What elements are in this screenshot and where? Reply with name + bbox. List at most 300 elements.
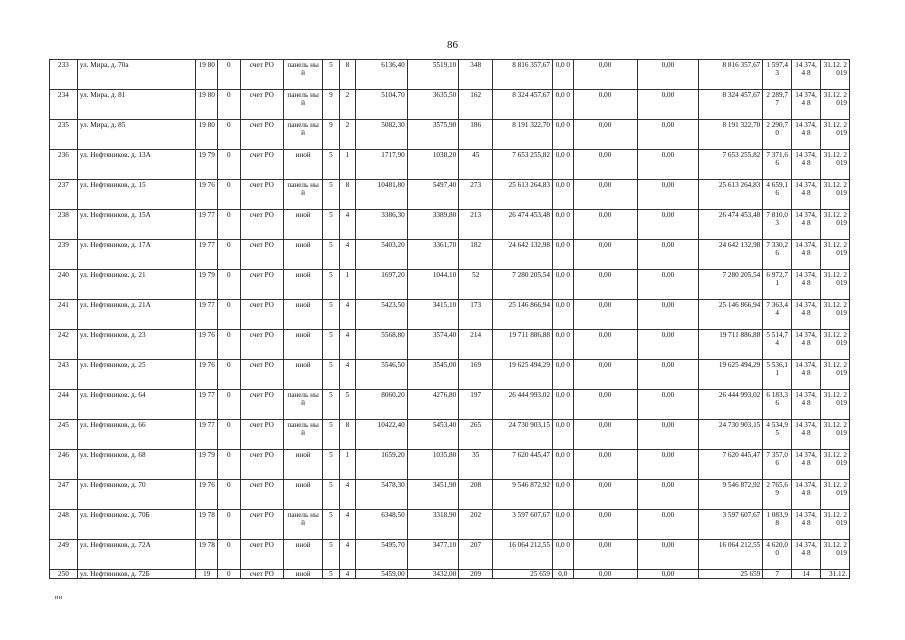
wall-material-cell: иной bbox=[283, 360, 322, 390]
table-row bbox=[50, 300, 850, 330]
fund-regional-cell: 0,00 bbox=[573, 330, 637, 360]
total-area-cell: 5568,80 bbox=[356, 330, 408, 360]
fund-local-cell: 0,00 bbox=[637, 240, 699, 270]
build-year-cell: 19 76 bbox=[196, 180, 218, 210]
floors-cell: 5 bbox=[323, 390, 339, 420]
fund-regional-cell: 0,00 bbox=[573, 210, 637, 240]
floors-cell: 5 bbox=[323, 450, 339, 480]
fund-owners-cell: 8 324 457,67 bbox=[699, 90, 763, 120]
fund-federal-cell: 0,0 0 bbox=[552, 270, 573, 300]
total-cost-cell: 7 620 445,47 bbox=[493, 450, 553, 480]
fund-owners-cell: 19 711 886,88 bbox=[699, 330, 763, 360]
fund-owners-cell: 26 444 993,02 bbox=[699, 390, 763, 420]
max-unit-cost-cell: 14 374,4 8 bbox=[792, 330, 821, 360]
commission-cell: 0 bbox=[218, 90, 241, 120]
fund-method-cell: счет РО bbox=[240, 570, 283, 579]
address-cell: ул. Мира, д. 85 bbox=[77, 120, 196, 150]
unit-cost-cell: 6 972,7 1 bbox=[763, 270, 792, 300]
fund-local-cell: 0,00 bbox=[637, 60, 699, 90]
living-area-cell: 1038,20 bbox=[407, 150, 459, 180]
fund-local-cell: 0,00 bbox=[637, 270, 699, 300]
fund-federal-cell: 0,0 0 bbox=[552, 240, 573, 270]
living-area-cell: 1044,10 bbox=[407, 270, 459, 300]
fund-federal-cell: 0,0 bbox=[552, 570, 573, 579]
fund-regional-cell: 0,00 bbox=[573, 420, 637, 450]
living-area-cell: 1035,80 bbox=[407, 450, 459, 480]
living-area-cell: 5453,40 bbox=[407, 420, 459, 450]
total-area-cell: 1697,20 bbox=[356, 270, 408, 300]
unit-cost-cell: 7 810,0 3 bbox=[763, 210, 792, 240]
floors-cell: 5 bbox=[323, 150, 339, 180]
fund-federal-cell: 0,0 0 bbox=[552, 150, 573, 180]
fund-regional-cell: 0,00 bbox=[573, 240, 637, 270]
fund-regional-cell: 0,00 bbox=[573, 390, 637, 420]
fund-local-cell: 0,00 bbox=[637, 420, 699, 450]
total-cost-cell: 3 597 607,67 bbox=[493, 510, 553, 540]
living-area-cell: 3635,50 bbox=[407, 90, 459, 120]
address-cell: ул. Мира, д. 70а bbox=[77, 60, 196, 90]
living-area-cell: 3432,00 bbox=[407, 570, 459, 579]
row-number: 248 bbox=[50, 510, 78, 540]
completion-date-cell: 31.12. bbox=[820, 570, 849, 579]
entrances-cell: 2 bbox=[339, 120, 355, 150]
row-number: 246 bbox=[50, 450, 78, 480]
wall-material-cell: панель ный bbox=[283, 60, 322, 90]
wall-material-cell: панель ный bbox=[283, 510, 322, 540]
total-area-cell: 6348,50 bbox=[356, 510, 408, 540]
completion-date-cell: 31.12. 2019 bbox=[820, 330, 849, 360]
wall-material-cell: иной bbox=[283, 330, 322, 360]
address-cell: ул. Нефтяников, д. 15А bbox=[77, 210, 196, 240]
wall-material-cell: иной bbox=[283, 480, 322, 510]
total-area-cell: 5459,00 bbox=[356, 570, 408, 579]
max-unit-cost-cell: 14 374,4 8 bbox=[792, 120, 821, 150]
unit-cost-cell: 1 083,9 8 bbox=[763, 510, 792, 540]
row-number: 243 bbox=[50, 360, 78, 390]
max-unit-cost-cell: 14 374,4 8 bbox=[792, 450, 821, 480]
entrances-cell: 1 bbox=[339, 150, 355, 180]
completion-date-cell: 31.12. 2019 bbox=[820, 90, 849, 120]
fund-regional-cell: 0,00 bbox=[573, 270, 637, 300]
fund-federal-cell: 0,0 0 bbox=[552, 360, 573, 390]
completion-date-cell: 31.12. 2019 bbox=[820, 300, 849, 330]
fund-method-cell: счет РО bbox=[240, 120, 283, 150]
residents-cell: 186 bbox=[459, 120, 493, 150]
floors-cell: 5 bbox=[323, 300, 339, 330]
floors-cell: 5 bbox=[323, 570, 339, 579]
unit-cost-cell: 2 765,6 9 bbox=[763, 480, 792, 510]
fund-regional-cell: 0,00 bbox=[573, 510, 637, 540]
fund-federal-cell: 0,0 0 bbox=[552, 480, 573, 510]
entrances-cell: 4 bbox=[339, 480, 355, 510]
table-row bbox=[50, 330, 850, 360]
unit-cost-cell: 1 597,4 3 bbox=[763, 60, 792, 90]
residents-cell: 162 bbox=[459, 90, 493, 120]
max-unit-cost-cell: 14 374,4 8 bbox=[792, 420, 821, 450]
total-area-cell: 1659,20 bbox=[356, 450, 408, 480]
total-cost-cell: 8 816 357,67 bbox=[493, 60, 553, 90]
wall-material-cell: иной bbox=[283, 150, 322, 180]
table-row bbox=[50, 150, 850, 180]
fund-method-cell: счет РО bbox=[240, 540, 283, 570]
total-area-cell: 10422,40 bbox=[356, 420, 408, 450]
total-cost-cell: 7 653 255,82 bbox=[493, 150, 553, 180]
address-cell: ул. Нефтяников, д. 70 bbox=[77, 480, 196, 510]
residents-cell: 213 bbox=[459, 210, 493, 240]
living-area-cell: 3361,70 bbox=[407, 240, 459, 270]
total-area-cell: 5546,50 bbox=[356, 360, 408, 390]
fund-method-cell: счет РО bbox=[240, 270, 283, 300]
max-unit-cost-cell: 14 374,4 8 bbox=[792, 270, 821, 300]
wall-material-cell: панель ный bbox=[283, 420, 322, 450]
total-cost-cell: 8 324 457,67 bbox=[493, 90, 553, 120]
address-cell: ул. Нефтяников, д. 23 bbox=[77, 330, 196, 360]
fund-federal-cell: 0,0 0 bbox=[552, 300, 573, 330]
address-cell: ул. Нефтяников, д. 21А bbox=[77, 300, 196, 330]
completion-date-cell: 31.12. 2019 bbox=[820, 210, 849, 240]
floors-cell: 5 bbox=[323, 60, 339, 90]
row-number: 238 bbox=[50, 210, 78, 240]
row-number: 244 bbox=[50, 390, 78, 420]
table-row bbox=[50, 510, 850, 540]
fund-regional-cell: 0,00 bbox=[573, 450, 637, 480]
total-area-cell: 5423,50 bbox=[356, 300, 408, 330]
table-row bbox=[50, 90, 850, 120]
living-area-cell: 3545,00 bbox=[407, 360, 459, 390]
residents-cell: 214 bbox=[459, 330, 493, 360]
completion-date-cell: 31.12. 2019 bbox=[820, 150, 849, 180]
build-year-cell: 19 76 bbox=[196, 360, 218, 390]
total-area-cell: 5495,70 bbox=[356, 540, 408, 570]
fund-owners-cell: 3 597 607,67 bbox=[699, 510, 763, 540]
floors-cell: 9 bbox=[323, 120, 339, 150]
commission-cell: 0 bbox=[218, 510, 241, 540]
max-unit-cost-cell: 14 374,4 8 bbox=[792, 480, 821, 510]
fund-method-cell: счет РО bbox=[240, 60, 283, 90]
commission-cell: 0 bbox=[218, 150, 241, 180]
fund-owners-cell: 7 653 255,82 bbox=[699, 150, 763, 180]
table-row bbox=[50, 570, 850, 579]
living-area-cell: 3575,90 bbox=[407, 120, 459, 150]
wall-material-cell: иной bbox=[283, 210, 322, 240]
commission-cell: 0 bbox=[218, 180, 241, 210]
build-year-cell: 19 77 bbox=[196, 210, 218, 240]
total-area-cell: 3386,30 bbox=[356, 210, 408, 240]
build-year-cell: 19 80 bbox=[196, 90, 218, 120]
max-unit-cost-cell: 14 374,4 8 bbox=[792, 240, 821, 270]
fund-owners-cell: 8 191 322,70 bbox=[699, 120, 763, 150]
unit-cost-cell: 7 371,6 6 bbox=[763, 150, 792, 180]
wall-material-cell: иной bbox=[283, 270, 322, 300]
residents-cell: 35 bbox=[459, 450, 493, 480]
fund-local-cell: 0,00 bbox=[637, 390, 699, 420]
completion-date-cell: 31.12. 2019 bbox=[820, 510, 849, 540]
residents-cell: 265 bbox=[459, 420, 493, 450]
build-year-cell: 19 79 bbox=[196, 270, 218, 300]
total-cost-cell: 24 730 903,15 bbox=[493, 420, 553, 450]
floors-cell: 5 bbox=[323, 270, 339, 300]
fund-owners-cell: 24 642 132,98 bbox=[699, 240, 763, 270]
total-cost-cell: 8 191 322,70 bbox=[493, 120, 553, 150]
residents-cell: 208 bbox=[459, 480, 493, 510]
unit-cost-cell: 2 290,7 0 bbox=[763, 120, 792, 150]
wall-material-cell: иной bbox=[283, 240, 322, 270]
fund-owners-cell: 7 620 445,47 bbox=[699, 450, 763, 480]
max-unit-cost-cell: 14 374,4 8 bbox=[792, 90, 821, 120]
commission-cell: 0 bbox=[218, 390, 241, 420]
fund-owners-cell: 9 546 872,92 bbox=[699, 480, 763, 510]
entrances-cell: 2 bbox=[339, 90, 355, 120]
unit-cost-cell: 4 620,0 0 bbox=[763, 540, 792, 570]
total-cost-cell: 16 064 212,55 bbox=[493, 540, 553, 570]
fund-regional-cell: 0,00 bbox=[573, 540, 637, 570]
fund-regional-cell: 0,00 bbox=[573, 150, 637, 180]
max-unit-cost-cell: 14 374,4 8 bbox=[792, 360, 821, 390]
completion-date-cell: 31.12. 2019 bbox=[820, 360, 849, 390]
total-cost-cell: 19 711 886,88 bbox=[493, 330, 553, 360]
total-cost-cell: 25 146 866,94 bbox=[493, 300, 553, 330]
residents-cell: 173 bbox=[459, 300, 493, 330]
row-number: 235 bbox=[50, 120, 78, 150]
entrances-cell: 4 bbox=[339, 510, 355, 540]
fund-method-cell: счет РО bbox=[240, 480, 283, 510]
completion-date-cell: 31.12. 2019 bbox=[820, 420, 849, 450]
completion-date-cell: 31.12. 2019 bbox=[820, 240, 849, 270]
table-row bbox=[50, 360, 850, 390]
floors-cell: 5 bbox=[323, 360, 339, 390]
entrances-cell: 1 bbox=[339, 450, 355, 480]
entrances-cell: 8 bbox=[339, 180, 355, 210]
wall-material-cell: панель ный bbox=[283, 180, 322, 210]
completion-date-cell: 31.12. 2019 bbox=[820, 450, 849, 480]
footer-mark: нн bbox=[55, 595, 63, 601]
fund-regional-cell: 0,00 bbox=[573, 90, 637, 120]
total-area-cell: 10481,80 bbox=[356, 180, 408, 210]
residents-cell: 197 bbox=[459, 390, 493, 420]
build-year-cell: 19 78 bbox=[196, 510, 218, 540]
wall-material-cell: иной bbox=[283, 300, 322, 330]
completion-date-cell: 31.12. 2019 bbox=[820, 180, 849, 210]
commission-cell: 0 bbox=[218, 240, 241, 270]
build-year-cell: 19 79 bbox=[196, 150, 218, 180]
row-number: 249 bbox=[50, 540, 78, 570]
row-number: 240 bbox=[50, 270, 78, 300]
commission-cell: 0 bbox=[218, 60, 241, 90]
row-number: 233 bbox=[50, 60, 78, 90]
address-cell: ул. Нефтяников, д. 66 bbox=[77, 420, 196, 450]
table-row bbox=[50, 270, 850, 300]
fund-federal-cell: 0,0 0 bbox=[552, 390, 573, 420]
row-number: 234 bbox=[50, 90, 78, 120]
entrances-cell: 8 bbox=[339, 420, 355, 450]
unit-cost-cell: 7 330,2 6 bbox=[763, 240, 792, 270]
wall-material-cell: панель ный bbox=[283, 390, 322, 420]
build-year-cell: 19 80 bbox=[196, 60, 218, 90]
fund-method-cell: счет РО bbox=[240, 90, 283, 120]
address-cell: ул. Нефтяников, д. 17А bbox=[77, 240, 196, 270]
row-number: 239 bbox=[50, 240, 78, 270]
row-number: 242 bbox=[50, 330, 78, 360]
total-cost-cell: 7 280 205,54 bbox=[493, 270, 553, 300]
floors-cell: 5 bbox=[323, 330, 339, 360]
fund-owners-cell: 16 064 212,55 bbox=[699, 540, 763, 570]
fund-federal-cell: 0,0 0 bbox=[552, 540, 573, 570]
table-row bbox=[50, 60, 850, 90]
row-number: 236 bbox=[50, 150, 78, 180]
fund-federal-cell: 0,0 0 bbox=[552, 420, 573, 450]
address-cell: ул. Нефтяников, д. 25 bbox=[77, 360, 196, 390]
row-number: 245 bbox=[50, 420, 78, 450]
residents-cell: 348 bbox=[459, 60, 493, 90]
entrances-cell: 8 bbox=[339, 60, 355, 90]
row-number: 237 bbox=[50, 180, 78, 210]
fund-method-cell: счет РО bbox=[240, 300, 283, 330]
row-number: 250 bbox=[50, 570, 78, 579]
address-cell: ул. Нефтяников, д. 70Б bbox=[77, 510, 196, 540]
build-year-cell: 19 76 bbox=[196, 330, 218, 360]
living-area-cell: 4276,80 bbox=[407, 390, 459, 420]
living-area-cell: 3451,90 bbox=[407, 480, 459, 510]
entrances-cell: 4 bbox=[339, 570, 355, 579]
table-row bbox=[50, 180, 850, 210]
residents-cell: 182 bbox=[459, 240, 493, 270]
table-row bbox=[50, 390, 850, 420]
total-area-cell: 5478,30 bbox=[356, 480, 408, 510]
table-row bbox=[50, 120, 850, 150]
floors-cell: 5 bbox=[323, 480, 339, 510]
residents-cell: 273 bbox=[459, 180, 493, 210]
residents-cell: 202 bbox=[459, 510, 493, 540]
fund-method-cell: счет РО bbox=[240, 420, 283, 450]
fund-method-cell: счет РО bbox=[240, 180, 283, 210]
unit-cost-cell: 4 659,1 6 bbox=[763, 180, 792, 210]
floors-cell: 9 bbox=[323, 90, 339, 120]
max-unit-cost-cell: 14 bbox=[792, 570, 821, 579]
floors-cell: 5 bbox=[323, 420, 339, 450]
fund-local-cell: 0,00 bbox=[637, 210, 699, 240]
unit-cost-cell: 2 289,7 7 bbox=[763, 90, 792, 120]
max-unit-cost-cell: 14 374,4 8 bbox=[792, 150, 821, 180]
max-unit-cost-cell: 14 374,4 8 bbox=[792, 390, 821, 420]
wall-material-cell: панель ный bbox=[283, 120, 322, 150]
commission-cell: 0 bbox=[218, 420, 241, 450]
build-year-cell: 19 77 bbox=[196, 390, 218, 420]
unit-cost-cell: 4 534,9 5 bbox=[763, 420, 792, 450]
residents-cell: 52 bbox=[459, 270, 493, 300]
fund-owners-cell: 25 659 bbox=[699, 570, 763, 579]
total-area-cell: 1717,90 bbox=[356, 150, 408, 180]
residents-cell: 209 bbox=[459, 570, 493, 579]
address-cell: ул. Мира, д. 81 bbox=[77, 90, 196, 120]
fund-federal-cell: 0,0 0 bbox=[552, 180, 573, 210]
table-body bbox=[50, 60, 850, 579]
max-unit-cost-cell: 14 374,4 8 bbox=[792, 210, 821, 240]
fund-federal-cell: 0,0 0 bbox=[552, 120, 573, 150]
unit-cost-cell: 5 536,1 1 bbox=[763, 360, 792, 390]
housing-registry-table bbox=[49, 59, 850, 579]
total-cost-cell: 25 659 bbox=[493, 570, 553, 579]
wall-material-cell: иной bbox=[283, 450, 322, 480]
total-area-cell: 5403,20 bbox=[356, 240, 408, 270]
living-area-cell: 3574,40 bbox=[407, 330, 459, 360]
commission-cell: 0 bbox=[218, 480, 241, 510]
table-row bbox=[50, 450, 850, 480]
fund-local-cell: 0,00 bbox=[637, 330, 699, 360]
fund-local-cell: 0,00 bbox=[637, 150, 699, 180]
unit-cost-cell: 7 363,4 4 bbox=[763, 300, 792, 330]
fund-federal-cell: 0,0 0 bbox=[552, 210, 573, 240]
wall-material-cell: панель ный bbox=[283, 90, 322, 120]
completion-date-cell: 31.12. 2019 bbox=[820, 60, 849, 90]
row-number: 247 bbox=[50, 480, 78, 510]
fund-method-cell: счет РО bbox=[240, 450, 283, 480]
address-cell: ул. Нефтяников, д. 72Б bbox=[77, 570, 196, 579]
build-year-cell: 19 79 bbox=[196, 450, 218, 480]
total-area-cell: 5082,30 bbox=[356, 120, 408, 150]
unit-cost-cell: 6 183,3 6 bbox=[763, 390, 792, 420]
fund-method-cell: счет РО bbox=[240, 390, 283, 420]
fund-method-cell: счет РО bbox=[240, 330, 283, 360]
build-year-cell: 19 80 bbox=[196, 120, 218, 150]
address-cell: ул. Нефтяников, д. 68 bbox=[77, 450, 196, 480]
completion-date-cell: 31.12. 2019 bbox=[820, 540, 849, 570]
fund-owners-cell: 25 613 264,83 bbox=[699, 180, 763, 210]
living-area-cell: 3477,10 bbox=[407, 540, 459, 570]
fund-method-cell: счет РО bbox=[240, 210, 283, 240]
fund-regional-cell: 0,00 bbox=[573, 480, 637, 510]
entrances-cell: 4 bbox=[339, 210, 355, 240]
fund-method-cell: счет РО bbox=[240, 510, 283, 540]
address-cell: ул. Нефтяников, д. 13А bbox=[77, 150, 196, 180]
floors-cell: 5 bbox=[323, 240, 339, 270]
entrances-cell: 4 bbox=[339, 360, 355, 390]
unit-cost-cell: 7 357,0 6 bbox=[763, 450, 792, 480]
row-number: 241 bbox=[50, 300, 78, 330]
fund-owners-cell: 8 816 357,67 bbox=[699, 60, 763, 90]
residents-cell: 207 bbox=[459, 540, 493, 570]
total-cost-cell: 24 642 132,98 bbox=[493, 240, 553, 270]
fund-regional-cell: 0,00 bbox=[573, 60, 637, 90]
living-area-cell: 5497,40 bbox=[407, 180, 459, 210]
residents-cell: 169 bbox=[459, 360, 493, 390]
fund-method-cell: счет РО bbox=[240, 240, 283, 270]
commission-cell: 0 bbox=[218, 210, 241, 240]
total-cost-cell: 25 613 264,83 bbox=[493, 180, 553, 210]
fund-local-cell: 0,00 bbox=[637, 90, 699, 120]
fund-owners-cell: 26 474 453,48 bbox=[699, 210, 763, 240]
fund-method-cell: счет РО bbox=[240, 360, 283, 390]
fund-federal-cell: 0,0 0 bbox=[552, 90, 573, 120]
commission-cell: 0 bbox=[218, 300, 241, 330]
max-unit-cost-cell: 14 374,4 8 bbox=[792, 60, 821, 90]
fund-federal-cell: 0,0 0 bbox=[552, 450, 573, 480]
total-area-cell: 6136,40 bbox=[356, 60, 408, 90]
table-row bbox=[50, 210, 850, 240]
total-area-cell: 5104,70 bbox=[356, 90, 408, 120]
residents-cell: 45 bbox=[459, 150, 493, 180]
fund-federal-cell: 0,0 0 bbox=[552, 330, 573, 360]
fund-federal-cell: 0,0 0 bbox=[552, 510, 573, 540]
commission-cell: 0 bbox=[218, 270, 241, 300]
entrances-cell: 4 bbox=[339, 540, 355, 570]
fund-local-cell: 0,00 bbox=[637, 360, 699, 390]
commission-cell: 0 bbox=[218, 360, 241, 390]
fund-regional-cell: 0,00 bbox=[573, 180, 637, 210]
entrances-cell: 5 bbox=[339, 390, 355, 420]
floors-cell: 5 bbox=[323, 540, 339, 570]
fund-local-cell: 0,00 bbox=[637, 540, 699, 570]
commission-cell: 0 bbox=[218, 450, 241, 480]
